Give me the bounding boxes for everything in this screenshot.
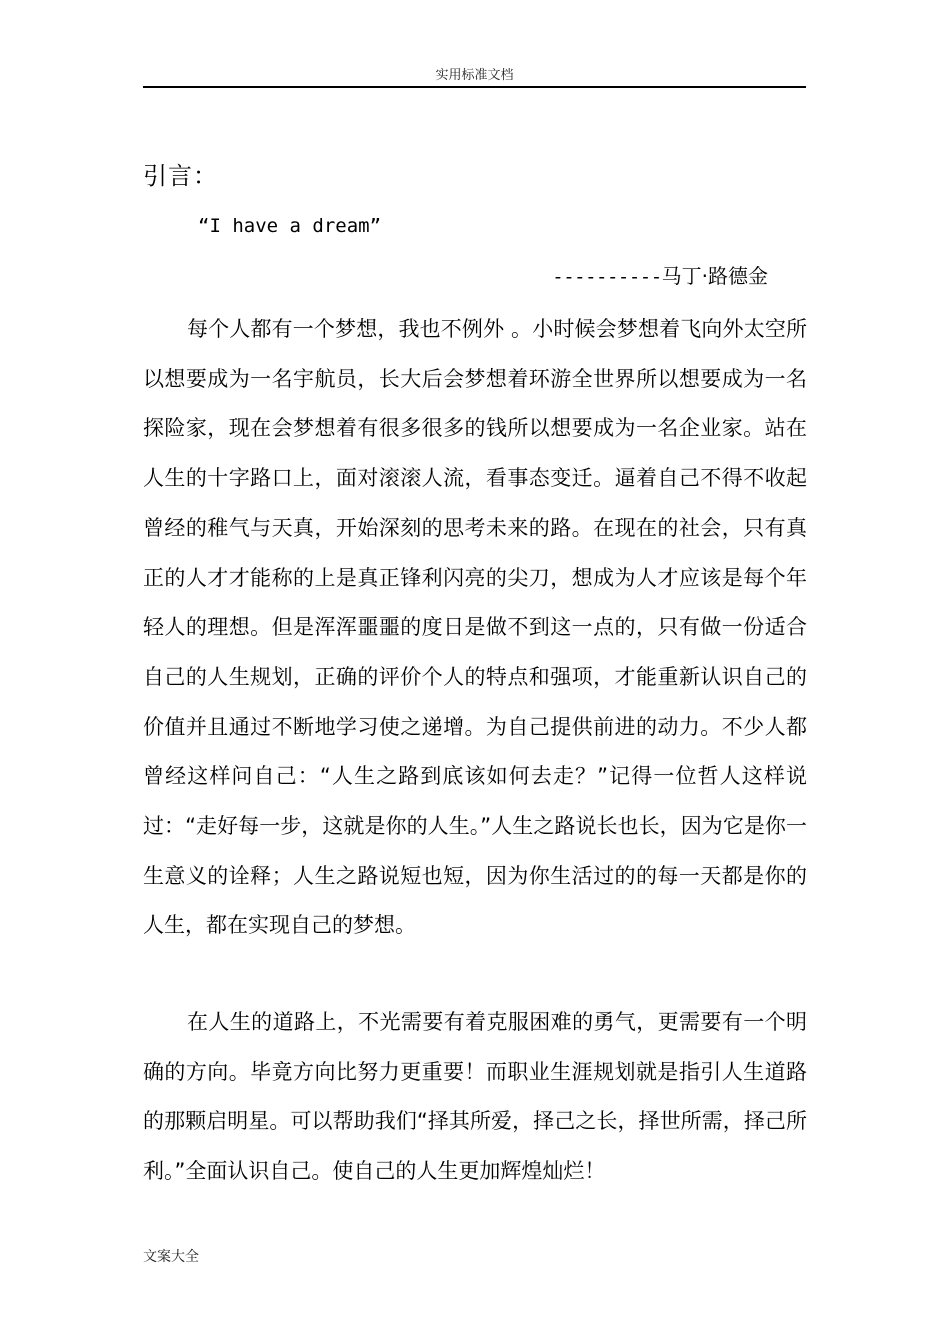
epigraph-quote: “I have a dream”	[198, 215, 382, 237]
page-header	[143, 68, 806, 88]
body-paragraph-2: 在人生的道路上，不光需要有着克服困难的勇气，更需要有一个明确的方向。毕竟方向比努力更重要！而职业生涯规划就是指引人生道路的那颗启明星。可以帮助我们“择其所爱，择己之长，择世所需，择己所利。”全面认识自己。使自己的人生更加辉煌灿烂！	[143, 1010, 807, 1184]
epigraph-attribution	[552, 262, 768, 291]
attribution-author: 马丁·路德金	[661, 264, 768, 288]
body-paragraph-1: 每个人都有一个梦想，我也不例外 。小时候会梦想着飞向外太空所以想要成为一名宇航员，长大后会梦想着环游全世界所以想要成为一名探险家，现在会梦想着有很多很多的钱所以想要成为一名企业家。站在人生的十字路口上，面对滚滚人流，看事态变迁。逼着自己不得不收起曾经的稚气与天真，开始深刻的思考未来的路。在现在的社会，只有真正的人才才能称的上是真正锋利闪亮的尖刀，想成为人才应该是每个年轻人的理想。但是浑浑噩噩的度日是做不到这一点的，只有做一份适合自己的人生规划，正确的评价个人的特点和强项，才能重新认识自己的价值并且通过不断地学习使之递增。为自己提供前进的动力。不少人都曾经这样问自己：“人生之路到底该如何去走？”记得一位哲人这样说过：“走好每一步，这就是你的人生。”人生之路说长也长，因为它是你一生意义的诠释；人生之路说短也短，因为你生活过的的每一天都是你的人生，都在实现自己的梦想。	[143, 317, 807, 938]
attribution-dashes: ----------	[552, 266, 662, 288]
header-title: 实用标准文档	[435, 68, 514, 83]
page-footer: 文案大全	[143, 1249, 199, 1265]
section-heading: 引言：	[143, 162, 218, 190]
